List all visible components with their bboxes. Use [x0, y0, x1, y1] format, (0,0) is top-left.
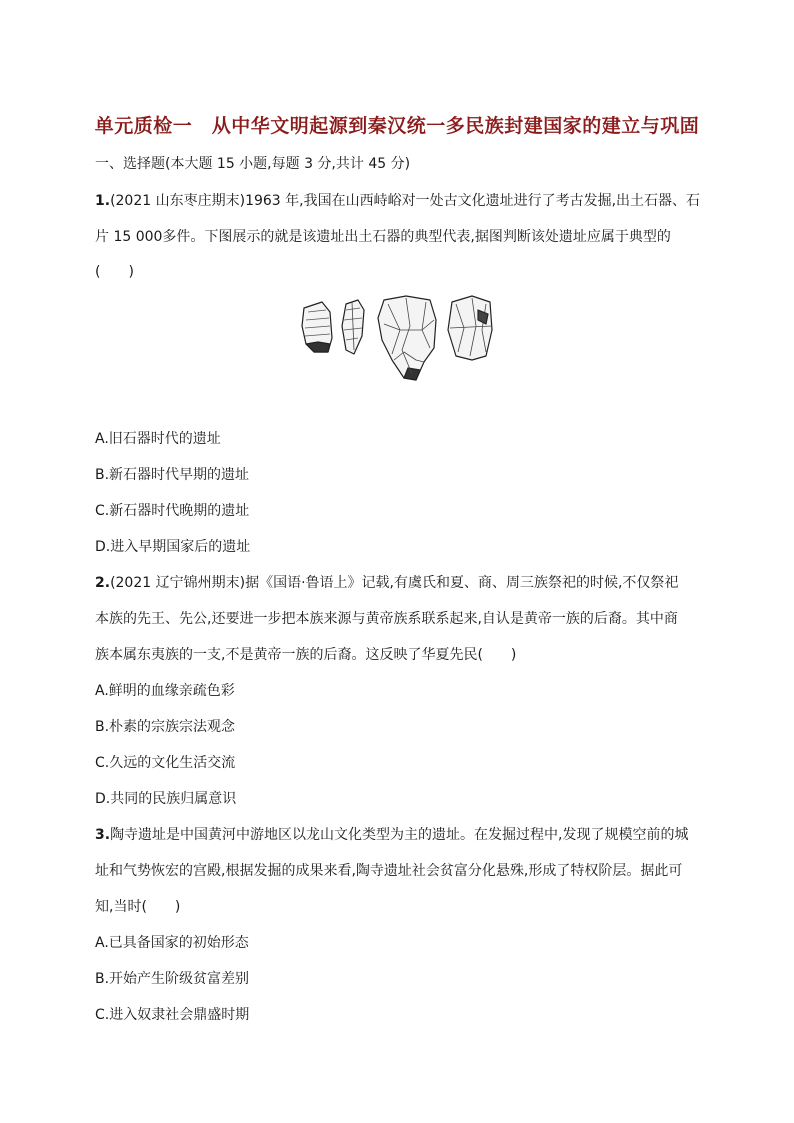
stone-tools-figure: [296, 290, 500, 386]
question-3-option-c: C.进入奴隶社会鼎盛时期: [95, 1007, 250, 1023]
question-3-line-1: [95, 826, 689, 844]
question-2-option-a: A.鲜明的血缘亲疏色彩: [95, 683, 235, 699]
question-1-line-3: ( ): [95, 264, 134, 280]
question-3-option-b: B.开始产生阶级贫富差别: [95, 971, 250, 987]
question-2-number: 2.: [95, 575, 111, 591]
question-1-number: 1.: [95, 193, 111, 209]
question-1-option-a: A.旧石器时代的遗址: [95, 431, 221, 447]
question-1-option-d: D.进入早期国家后的遗址: [95, 539, 251, 555]
question-1-text: (2021 山东枣庄期末)1963 年,我国在山西峙峪对一处古文化遗址进行了考古发掘,出土石器、石: [110, 193, 701, 209]
question-2-text: (2021 辽宁锦州期末)据《国语·鲁语上》记载,有虞氏和夏、商、周三族祭祀的时候,不仅祭祀: [110, 575, 679, 591]
question-1-option-c: C.新石器时代晚期的遗址: [95, 503, 250, 519]
question-3-text: 陶寺遗址是中国黄河中游地区以龙山文化类型为主的遗址。在发掘过程中,发现了规模空前的城: [110, 827, 689, 843]
question-2-line-1: [95, 574, 678, 592]
question-1-line-1: [95, 192, 700, 210]
page-title: 单元质检一 从中华文明起源到秦汉统一多民族封建国家的建立与巩固: [94, 115, 700, 137]
question-2-line-2: 本族的先王、先公,还要进一步把本族来源与黄帝族系联系起来,自认是黄帝一族的后裔。其中商: [95, 611, 678, 627]
question-2-option-c: C.久远的文化生活交流: [95, 755, 236, 771]
question-2-option-b: B.朴素的宗族宗法观念: [95, 719, 236, 735]
question-3-number: 3.: [95, 827, 111, 843]
question-2-option-d: D.共同的民族归属意识: [95, 791, 237, 807]
question-3-line-2: 址和气势恢宏的宫殿,根据发掘的成果来看,陶寺遗址社会贫富分化悬殊,形成了特权阶层。据此可: [95, 863, 683, 879]
question-2-line-3: 族本属东夷族的一支,不是黄帝一族的后裔。这反映了华夏先民( ): [95, 647, 517, 663]
question-1-line-2: 片 15 000多件。下图展示的就是该遗址出土石器的典型代表,据图判断该处遗址应属于典型的: [95, 229, 671, 245]
question-3-line-3: 知,当时( ): [95, 899, 181, 915]
stone-tool-3: [378, 296, 436, 380]
question-1-option-b: B.新石器时代早期的遗址: [95, 467, 250, 483]
question-3-option-a: A.已具备国家的初始形态: [95, 935, 249, 951]
section-header: 一、选择题(本大题 15 小题,每题 3 分,共计 45 分): [95, 156, 411, 172]
